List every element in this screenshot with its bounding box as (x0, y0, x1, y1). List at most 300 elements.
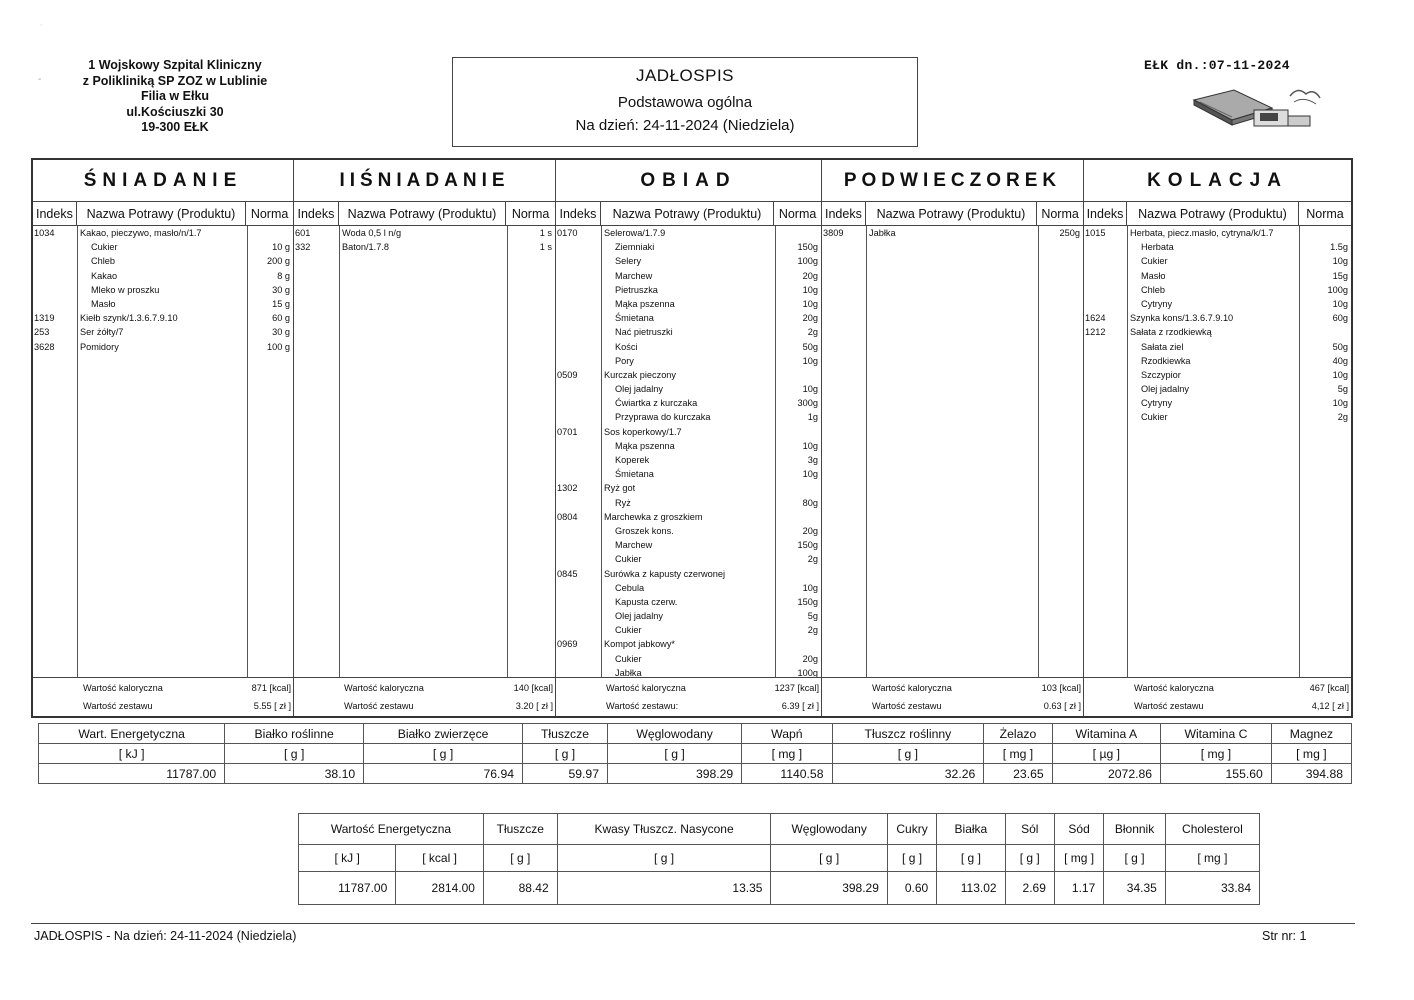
item-name: Kompot jabkowy* (604, 639, 675, 650)
cost-label: Wartość zestawu (872, 701, 942, 711)
item-norm: 150g (797, 540, 818, 551)
item-norm (246, 226, 293, 240)
menu-item-row (556, 396, 821, 410)
label-unit: [ g ] (1104, 845, 1166, 872)
nutrition-unit: [ mg ] (1161, 744, 1272, 764)
item-index (556, 269, 601, 283)
item-index: 0701 (557, 426, 578, 437)
item-index (556, 297, 601, 311)
meal-column (556, 160, 822, 716)
item-name: Kakao (91, 270, 118, 281)
item-index (33, 283, 77, 297)
item-norm (774, 637, 821, 651)
meal-column (33, 160, 294, 716)
meal-items (822, 226, 1083, 678)
item-index (556, 538, 601, 552)
nutrition-header: Białko roślinne (225, 724, 364, 744)
item-index (1084, 297, 1127, 311)
item-name: Cukier (1141, 256, 1168, 267)
meal-items (556, 226, 821, 678)
cost-value: 0.63 [ zł ] (1043, 701, 1081, 711)
item-index (556, 311, 601, 325)
item-index: 0845 (557, 568, 578, 579)
item-index (556, 240, 601, 254)
menu-item-row (1084, 410, 1351, 424)
nutrition-unit: [ g ] (523, 744, 608, 764)
page-title: JADŁOSPIS (635, 66, 735, 85)
item-norm (774, 510, 821, 524)
item-name: Sałata ziel (1141, 341, 1184, 352)
item-name: Ryż got (604, 483, 636, 494)
item-norm: 15g (1332, 270, 1348, 281)
menu-item-row (556, 269, 821, 283)
menu-item-row (556, 453, 821, 467)
item-name: Ryż (615, 497, 631, 508)
item-index (33, 297, 77, 311)
label-unit: [ g ] (887, 845, 936, 872)
menu-item-row (294, 240, 555, 254)
label-unit: [ g ] (771, 845, 887, 872)
item-name: Cukier (91, 242, 118, 253)
nutrition-unit: [ g ] (607, 744, 741, 764)
calorie-row (33, 680, 293, 696)
item-index (33, 254, 77, 268)
column-header-name: Nazwa Potrawy (Produktu) (77, 202, 246, 225)
item-name: Sałata z rzodkiewką (1130, 327, 1212, 338)
nutrition-value: 398.29 (607, 764, 741, 784)
item-name: Ser żółty/7 (80, 327, 124, 338)
nutrition-unit: [ µg ] (1052, 744, 1160, 764)
item-norm: 50g (802, 341, 818, 352)
nutrition-value: 2072.86 (1052, 764, 1160, 784)
menu-item-row (33, 325, 293, 339)
menu-date: Na dzień: 24-11-2024 (Niedziela) (575, 117, 795, 134)
item-norm: 2g (807, 554, 818, 565)
menu-item-row (556, 496, 821, 510)
menu-item-row (1084, 297, 1351, 311)
nutrition-header: Magnez (1271, 724, 1351, 744)
column-header-norm: Norma (778, 206, 817, 221)
item-name: Cukier (615, 625, 642, 636)
item-name: Pietruszka (615, 284, 658, 295)
menu-item-row (33, 297, 293, 311)
label-unit: [ mg ] (1165, 845, 1259, 872)
cost-label: Wartość zestawu (83, 701, 153, 711)
item-name: Kapusta czerw. (615, 596, 678, 607)
item-name: Chleb (1141, 284, 1166, 295)
calorie-label: Wartość kaloryczna (872, 683, 952, 693)
item-norm: 1 s (539, 228, 552, 238)
item-norm (774, 368, 821, 382)
nutrition-value: 11787.00 (39, 764, 225, 784)
item-index (556, 623, 601, 637)
nutrition-value-row (39, 764, 1352, 784)
item-index (556, 396, 601, 410)
nutrition-unit-row (39, 744, 1352, 764)
item-norm: 20g (802, 313, 818, 324)
item-name: Cukier (615, 554, 642, 565)
cost-label: Wartość zestawu (344, 701, 414, 711)
item-name: Marchew (615, 540, 653, 551)
meal-column (822, 160, 1084, 716)
item-name: Cebula (615, 582, 645, 593)
meal-summary (294, 677, 555, 716)
cost-value: 3.20 [ zł ] (515, 701, 553, 711)
item-norm: 200 g (267, 256, 290, 267)
label-value: 398.29 (771, 872, 887, 905)
label-header: Sól (1005, 814, 1054, 845)
column-header-index: Indeks (294, 202, 339, 225)
cost-row (33, 698, 293, 714)
label-value: 34.35 (1104, 872, 1166, 905)
label-header: Tłuszcze (483, 814, 557, 845)
cost-value: 5.55 [ zł ] (253, 701, 291, 711)
item-norm: 30 g (272, 327, 290, 338)
item-norm (774, 425, 821, 439)
menu-item-row (822, 226, 1083, 240)
label-unit: [ kcal ] (396, 845, 484, 872)
item-name: Baton/1.7.8 (342, 242, 389, 253)
menu-item-row (556, 538, 821, 552)
column-header-index: Indeks (822, 202, 866, 225)
item-name: Szczypior (1141, 369, 1181, 380)
meal-summary (33, 677, 293, 716)
menu-item-row (556, 567, 821, 581)
issue-date: EŁK dn.:07-11-2024 (1144, 58, 1290, 73)
nutrition-header: Witamina C (1161, 724, 1272, 744)
column-header-index: Indeks (33, 202, 77, 225)
cost-row (556, 698, 821, 714)
label-header: Błonnik (1104, 814, 1166, 845)
item-index: 3809 (823, 228, 844, 238)
calorie-label: Wartość kaloryczna (344, 683, 424, 693)
item-name: Olej jadalny (1141, 384, 1190, 395)
item-index: 0969 (557, 639, 578, 650)
item-index: 1302 (557, 483, 578, 494)
item-norm: 100 g (267, 341, 290, 352)
meal-items (294, 226, 555, 678)
meal-title: PODWIECZOREK (822, 160, 1083, 202)
column-header-name: Nazwa Potrawy (Produktu) (601, 202, 774, 225)
item-name: Śmietana (615, 313, 654, 324)
menu-item-row (1084, 311, 1351, 325)
cost-row (822, 698, 1083, 714)
column-header-name: Nazwa Potrawy (Produktu) (866, 202, 1037, 225)
cost-value: 6.39 [ zł ] (781, 701, 819, 711)
item-name: Chleb (91, 256, 116, 267)
calorie-label: Wartość kaloryczna (1134, 683, 1214, 693)
label-value: 2.69 (1005, 872, 1054, 905)
label-unit: [ kJ ] (299, 845, 396, 872)
item-index (1084, 340, 1127, 354)
item-name: Herbata (1141, 242, 1174, 253)
column-header-norm: Norma (1041, 206, 1079, 221)
nutrition-value: 76.94 (364, 764, 523, 784)
item-index (556, 552, 601, 566)
menu-item-row (556, 297, 821, 311)
item-norm: 10g (1332, 298, 1348, 309)
menu-item-row (556, 552, 821, 566)
menu-item-row (556, 652, 821, 666)
menu-item-row (1084, 325, 1351, 339)
label-unit: [ mg ] (1054, 845, 1103, 872)
item-name: Herbata, piecz.masło, cytryna/k/1.7 (1130, 228, 1274, 238)
item-norm (774, 567, 821, 581)
item-norm: 100g (1327, 284, 1348, 295)
item-name: Rzodkiewka (1141, 355, 1191, 366)
item-norm: 10g (802, 355, 818, 366)
item-name: Mleko w proszku (91, 284, 160, 295)
hospital-header (40, 58, 310, 136)
menu-item-row (556, 510, 821, 524)
label-value: 33.84 (1165, 872, 1259, 905)
item-norm: 100g (797, 256, 818, 267)
calorie-row (822, 680, 1083, 696)
item-name: Śmietana (615, 469, 654, 480)
menu-item-row (33, 311, 293, 325)
item-index (556, 382, 601, 396)
item-name: Cytryny (1141, 398, 1173, 409)
menu-item-row (1084, 240, 1351, 254)
meal-summary (556, 677, 821, 716)
meal-title: ŚNIADANIE (33, 160, 293, 202)
item-name: Pomidory (80, 341, 119, 352)
item-norm: 1 s (539, 242, 552, 253)
calorie-row (294, 680, 555, 696)
item-name: Olej jadalny (615, 611, 664, 622)
item-name: Nać pietruszki (615, 327, 673, 338)
item-name: Masło (91, 298, 116, 309)
menu-item-row (33, 226, 293, 240)
item-name: Kurczak pieczony (604, 369, 677, 380)
nutrition-unit: [ kJ ] (39, 744, 225, 764)
label-unit: [ g ] (1005, 845, 1054, 872)
item-index (556, 609, 601, 623)
item-norm: 10g (802, 298, 818, 309)
item-norm: 8 g (277, 270, 290, 281)
menu-item-row (556, 254, 821, 268)
column-header-row (33, 202, 293, 226)
calorie-value: 1237 [kcal] (774, 683, 819, 693)
menu-item-row (556, 467, 821, 481)
label-value: 1.17 (1054, 872, 1103, 905)
item-norm: 30 g (272, 284, 290, 295)
menu-table (31, 158, 1353, 718)
nutrition-header: Tłuszcze (523, 724, 608, 744)
column-header-row (556, 202, 821, 226)
nutrition-header: Żelazo (984, 724, 1052, 744)
label-header: Cukry (887, 814, 936, 845)
item-norm: 300g (797, 398, 818, 409)
label-value: 88.42 (483, 872, 557, 905)
menu-item-row (556, 354, 821, 368)
item-name: Jabłka (615, 667, 642, 678)
nutrition-unit: [ mg ] (742, 744, 832, 764)
label-value: 11787.00 (299, 872, 396, 905)
item-norm (774, 481, 821, 495)
item-norm: 150g (797, 242, 818, 253)
meal-summary (1084, 677, 1351, 716)
item-norm: 10g (802, 440, 818, 451)
item-name: Marchew (615, 270, 653, 281)
calorie-row (1084, 680, 1351, 696)
item-norm: 10g (1332, 398, 1348, 409)
cost-row (294, 698, 555, 714)
label-unit: [ g ] (937, 845, 1005, 872)
menu-item-row (1084, 354, 1351, 368)
menu-item-row (556, 410, 821, 424)
nutrition-value: 155.60 (1161, 764, 1272, 784)
diet-type: Podstawowa ogólna (617, 94, 753, 111)
meal-title: KOLACJA (1084, 160, 1351, 202)
item-name: Mąka pszenna (615, 298, 675, 309)
item-index (556, 410, 601, 424)
cost-value: 4,12 [ zł ] (1311, 701, 1349, 711)
item-norm: 10g (802, 384, 818, 395)
menu-item-row (556, 240, 821, 254)
menu-item-row (33, 340, 293, 354)
item-name: Szynka kons/1.3.6.7.9.10 (1130, 313, 1234, 324)
item-norm (774, 226, 821, 240)
hospital-line: ul.Kościuszki 30 (126, 104, 224, 119)
menu-item-row (556, 637, 821, 651)
item-index: 601 (295, 228, 311, 238)
book-computer-icon (1190, 82, 1330, 132)
nutrition-header: Węglowodany (607, 724, 741, 744)
footer-divider (31, 923, 1355, 924)
item-name: Olej jadalny (615, 384, 664, 395)
nutrition-value: 23.65 (984, 764, 1052, 784)
item-name: Selery (615, 256, 642, 267)
column-header-index: Indeks (1084, 202, 1127, 225)
label-header: Białka (937, 814, 1005, 845)
item-name: Koperek (615, 455, 650, 465)
menu-item-row (556, 340, 821, 354)
item-index (556, 467, 601, 481)
item-norm: 2g (807, 625, 818, 636)
menu-item-row (556, 595, 821, 609)
calorie-value: 871 [kcal] (251, 683, 291, 693)
item-name: Cukier (615, 653, 642, 664)
item-norm: 2g (807, 327, 818, 338)
label-header: Sód (1054, 814, 1103, 845)
menu-item-row (1084, 269, 1351, 283)
column-header-row (294, 202, 555, 226)
page-number: Str nr: 1 (1262, 929, 1307, 943)
cost-row (1084, 698, 1351, 714)
item-index (556, 595, 601, 609)
item-norm: 250g (1059, 228, 1080, 238)
column-header-name: Nazwa Potrawy (Produktu) (339, 202, 506, 225)
menu-item-row (1084, 340, 1351, 354)
item-norm: 50g (1332, 341, 1348, 352)
item-norm: 15 g (272, 298, 290, 309)
item-index (33, 269, 77, 283)
item-index (1084, 410, 1127, 424)
calorie-value: 467 [kcal] (1309, 683, 1349, 693)
nutrition-value: 38.10 (225, 764, 364, 784)
item-norm (1299, 226, 1351, 240)
menu-item-row (1084, 368, 1351, 382)
item-norm: 60g (1332, 313, 1348, 324)
item-index (1084, 269, 1127, 283)
item-norm: 10g (802, 469, 818, 480)
scan-mark: ∙ (40, 20, 43, 29)
item-index (1084, 240, 1127, 254)
hospital-line: Filia w Ełku (140, 89, 210, 103)
item-name: Masło (1141, 270, 1166, 281)
nutrition-value: 32.26 (832, 764, 984, 784)
meal-title: IIŚNIADANIE (294, 160, 555, 202)
item-index: 1319 (34, 313, 55, 324)
item-index (1084, 368, 1127, 382)
label-header-row (299, 814, 1260, 845)
calorie-row (556, 680, 821, 696)
item-name: Sos koperkowy/1.7 (604, 426, 682, 437)
label-unit: [ g ] (557, 845, 771, 872)
item-norm: 1g (807, 412, 818, 423)
item-index (556, 453, 601, 467)
label-value: 113.02 (937, 872, 1005, 905)
item-name: Kakao, pieczywo, masło/n/1.7 (80, 228, 202, 238)
label-header: Wartość Energetyczna (299, 814, 484, 845)
item-norm: 5g (1337, 384, 1348, 395)
menu-item-row (33, 283, 293, 297)
item-norm: 100g (797, 667, 818, 678)
label-unit-row (299, 845, 1260, 872)
item-name: Cytryny (1141, 298, 1173, 309)
nutrition-unit: [ g ] (364, 744, 523, 764)
menu-item-row (33, 240, 293, 254)
item-norm: 2g (1337, 412, 1348, 423)
hospital-line: z Polikliniką SP ZOZ w Lublinie (82, 73, 268, 88)
menu-item-row (294, 226, 555, 240)
hospital-line: 19-300 EŁK (141, 120, 209, 134)
item-index (556, 496, 601, 510)
menu-item-row (1084, 283, 1351, 297)
meal-column (294, 160, 556, 716)
item-index (1084, 354, 1127, 368)
item-norm: 20g (802, 653, 818, 664)
column-header-row (822, 202, 1083, 226)
nutrition-unit: [ g ] (832, 744, 984, 764)
item-name: Pory (615, 355, 634, 366)
item-name: Woda 0,5 l n/g (342, 228, 402, 238)
item-name: Marchewka z groszkiem (604, 511, 703, 522)
label-value: 2814.00 (396, 872, 484, 905)
menu-item-row (556, 581, 821, 595)
label-value-row (299, 872, 1260, 905)
item-name: Selerowa/1.7.9 (604, 228, 666, 238)
item-name: Mąka pszenna (615, 440, 675, 451)
nutrition-header: Tłuszcz roślinny (832, 724, 984, 744)
label-value: 13.35 (557, 872, 771, 905)
nutrition-unit: [ g ] (225, 744, 364, 764)
item-index: 3628 (34, 341, 55, 352)
item-index: 332 (295, 242, 311, 253)
item-index (1084, 254, 1127, 268)
item-index (33, 240, 77, 254)
menu-item-row (556, 325, 821, 339)
item-name: Przyprawa do kurczaka (615, 412, 711, 423)
nutrition-unit: [ mg ] (1271, 744, 1351, 764)
menu-item-row (556, 425, 821, 439)
item-name: Groszek kons. (615, 525, 674, 536)
nutrition-value: 1140.58 (742, 764, 832, 784)
item-index: 253 (34, 327, 50, 338)
menu-item-row (556, 311, 821, 325)
label-value: 0.60 (887, 872, 936, 905)
